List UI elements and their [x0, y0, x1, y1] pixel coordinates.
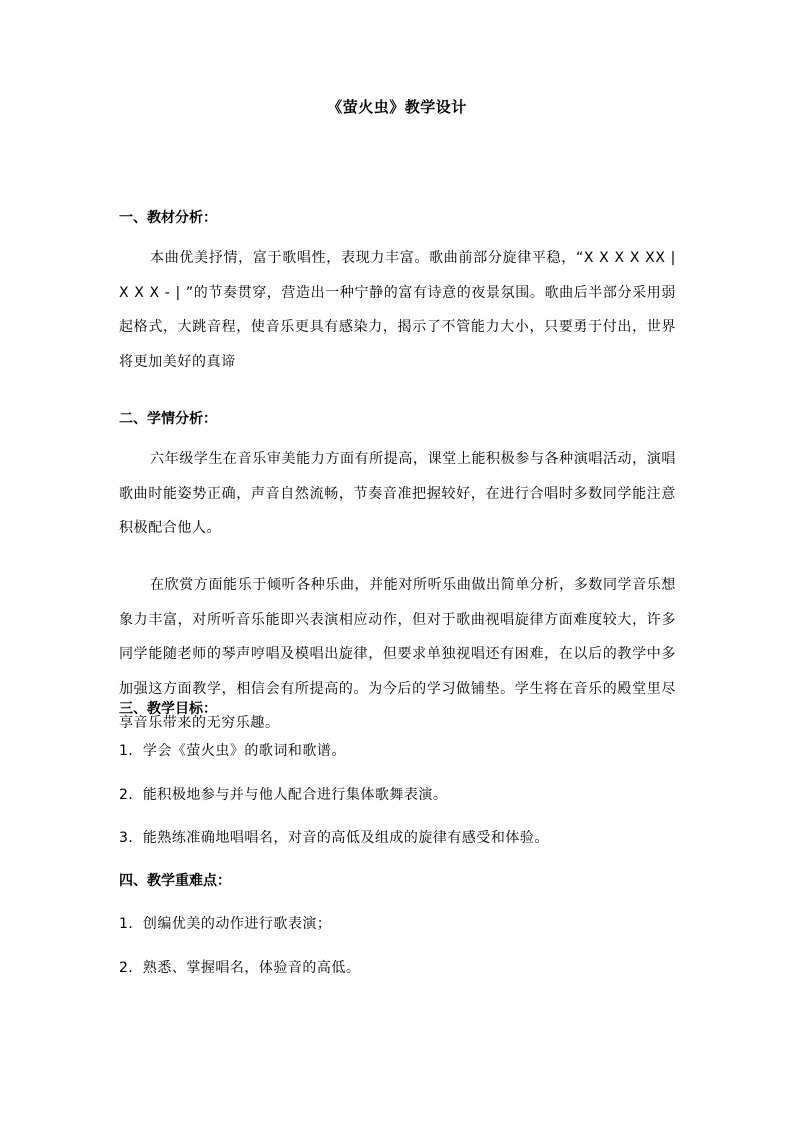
- list-item: 1．创编优美的动作进行歌表演；: [119, 916, 332, 932]
- list-item: 2．熟悉、掌握唱名，体验音的高低。: [119, 960, 361, 976]
- section-heading-key-points: 四、教学重难点：: [119, 873, 231, 889]
- list-item: 2．能积极地参与并与他人配合进行集体歌舞表演。: [119, 787, 448, 803]
- section-paragraph: 在欣赏方面能乐于倾听各种乐曲，并能对所听乐曲做出简单分析，多数同学音乐想象力丰富，对所听音乐能即兴表演相应动作，但对于歌曲视唱旋律方面难度较大，许多同学能随老师的琴声哼唱及模唱出旋律，但要求单独视唱还有困难，在以后的教学中多加强这方面教学，相信会有所提高的。为今后的学习做铺垫。学生将在音乐的殿堂里尽享音乐带来的无穷乐趣。: [119, 577, 676, 731]
- document-title: 《萤火虫》教学设计: [327, 98, 467, 116]
- section-heading-goals: 三、教学目标：: [119, 701, 217, 717]
- list-item: 1．学会《萤火虫》的歌词和歌谱。: [119, 743, 346, 759]
- list-item: 3．能熟练准确地唱唱名，对音的高低及组成的旋律有感受和体验。: [119, 830, 549, 846]
- section-paragraph: 本曲优美抒情，富于歌唱性，表现力丰富。歌曲前部分旋律平稳，“X X X X XX | X X X - | ”的节奏贯穿，营造出一种宁静的富有诗意的夜景氛围。歌曲后半部分采用弱起格式，大跳音程，使音乐更具有感染力，揭示了不管能力大小，只要勇于付出，世界将更加美好的真谛: [119, 250, 676, 370]
- section-heading-students: 二、学情分析：: [119, 411, 217, 427]
- section-heading-materials: 一、教材分析：: [119, 210, 217, 226]
- section-paragraph: 六年级学生在音乐审美能力方面有所提高，课堂上能积极参与各种演唱活动，演唱歌曲时能姿势正确，声音自然流畅，节奏音准把握较好，在进行合唱时多数同学能注意积极配合他人。: [119, 451, 676, 536]
